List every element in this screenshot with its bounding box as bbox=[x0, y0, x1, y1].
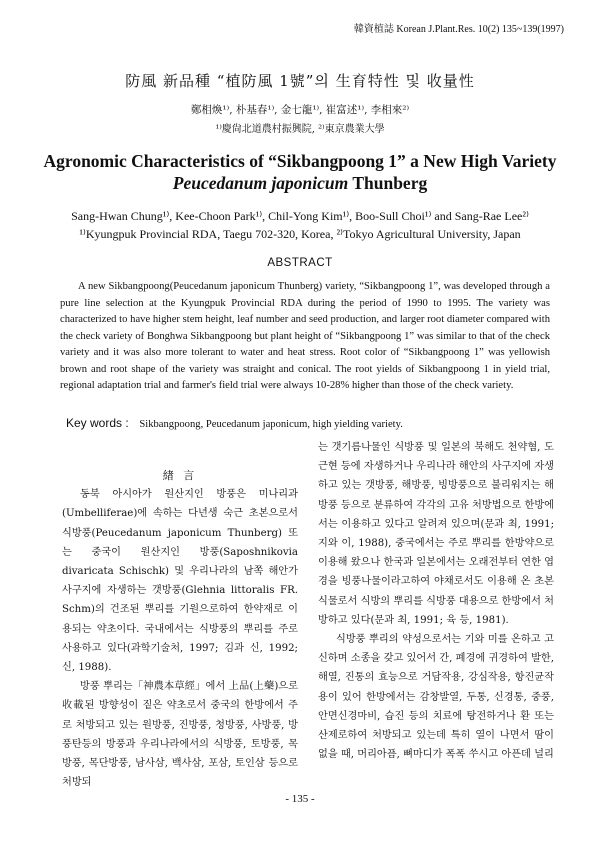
left-paragraph-2: 방풍 뿌리는「神農本草經」에서 上品(上藥)으로 收載된 방향성이 짙은 약초로서 중국의 한방에서 주로 처방되고 있는 원방풍, 진방풍, 청방풍, 사방풍, 방풍탄등의 방풍과 우리나라에서의 식방풍, 토방풍, 목방풍, 목단방풍, 남사삼, 백사삼, 포삼, 토인삼 등으로 처방되 bbox=[62, 681, 298, 789]
english-title-species: Peucedanum japonicum bbox=[172, 173, 349, 193]
korean-affiliations: ¹⁾慶尙北道農村振興院, ²⁾東京農業大學 bbox=[215, 124, 385, 135]
right-paragraph-2: 식방풍 뿌리의 약성으로서는 기와 미를 온하고 고신하며 소종을 갖고 있어서 간, 폐경에 귀경하여 발한, 해열, 진통의 효능으로 거담작용, 강심작용, 항진균작용이 있어 한방에서는 감창발열, 두통, 신경통, 중풍, 안면신경마비, 습진 등의 치료에 탕전하거나 환 또는 산제로하여 처방되고 있는데 특히 열이 나면서 땀이 없을 때, 머리아픔, 뼈마디가 폭폭 쑤시고 아픈데 널리 bbox=[318, 634, 554, 761]
section-title: 緖 言 bbox=[162, 469, 198, 482]
right-paragraph-1: 는 갯기름나물인 식방풍 및 일본의 북해도 천약혐, 도근현 등에 자생하거나 우리나라 해안의 사구지에 자생하고 있는 갯방풍, 해방풍, 빙방풍으로 불리워지는 해방풍 등으로 분류하여 각각의 고유 처방법으로 한방에서는 이용하고 있다고 알려져 있으며(문과 최, 1991; 지와 이, 1988), 중국에서는 주로 뿌리를 한방약으로 이용해 왔으나 한국과 일본에서는 오래전부터 연한 엽경을 빙풍나물이라고하여 야채로서도 이용해 온 초본식물로서 식방의 뿌리를 식방풍 대용으로 한방에서 처방하고 있다(문과 최, 1991; 육 등, 1981). bbox=[318, 442, 554, 626]
korean-authors: 鄭相煥¹⁾, 朴基春¹⁾, 金七龍¹⁾, 崔富述¹⁾, 李相來²⁾ bbox=[190, 104, 410, 116]
left-paragraph-1: 동북 아시아가 원산지인 방풍은 미나리과(Umbelliferae)에 속하는 다년생 숙근 초본으로서 식방풍(Peucedanum japonicum Thunberg) 또는 중국이 원산지인 방풍(Saposhnikovia divaricata Schischk) 및 우리나라의 남쪽 해안가 사구지에 자생하는 갯방풍(Glehnia littoralis FR. Schm)의 건조된 뿌리를 기원으로하여 한약재로 이용되는 약초이다. 국내에서는 식방풍의 뿌리를 주로 사용하고 있다(과학기술처, 1997; 김과 신, 1992; 신, 1988). bbox=[62, 489, 298, 674]
keywords bbox=[66, 416, 556, 430]
english-title-authority: Thunberg bbox=[348, 173, 428, 193]
english-affiliations: ¹⁾Kyungpuk Provincial RDA, Taegu 702-320, Korea, ²⁾Tokyo Agricultural University, Japan bbox=[79, 227, 521, 241]
keywords-text: Sikbangpoong, Peucedanum japonicum, high yielding variety. bbox=[139, 419, 403, 430]
right-column bbox=[318, 438, 554, 764]
left-column bbox=[62, 466, 298, 792]
journal-header: 韓資植誌 Korean J.Plant.Res. 10(2) 135~139(1997) bbox=[353, 24, 564, 35]
abstract-heading: ABSTRACT bbox=[267, 257, 333, 269]
english-title-line1: Agronomic Characteristics of “Sikbangpoong 1” a New High Variety bbox=[43, 151, 557, 171]
abstract-text: A new Sikbangpoong(Peucedanum japonicum Thunberg) variety, “Sikbangpoong 1”, was developed through a pure line selection at the Kyungpuk Provincial RDA during the period of 1990 to 1995. The variety was characterized to have higher stem height, leaf number and seed production, and larger root diameter compared with the check variety of Bonghwa Sikbangpoong but plant height of “Sikbangpoong 1” was similar to that of the check variety and it was also more tolerant to water and heat stress. Root color of “Sikbangpoong 1” was yellowish brown and root shape of the variety was straight and conical. The root yields of Sikbangpoong 1 in yield trial, regional adaptation trial and farmer's field trial were always 10-28% higher than those of the check variety. bbox=[60, 281, 550, 391]
korean-title: 防風 新品種 “植防風 1號”의 生育特性 및 收量性 bbox=[125, 72, 475, 90]
english-title bbox=[0, 150, 600, 194]
english-title-line2 bbox=[0, 172, 600, 194]
english-authors: Sang-Hwan Chung¹⁾, Kee-Choon Park¹⁾, Chil-Yong Kim¹⁾, Boo-Sull Choi¹⁾ and Sang-Rae Lee²⁾ bbox=[71, 209, 529, 223]
page-number: - 135 - bbox=[285, 793, 315, 805]
keywords-label: Key words : bbox=[66, 416, 129, 430]
